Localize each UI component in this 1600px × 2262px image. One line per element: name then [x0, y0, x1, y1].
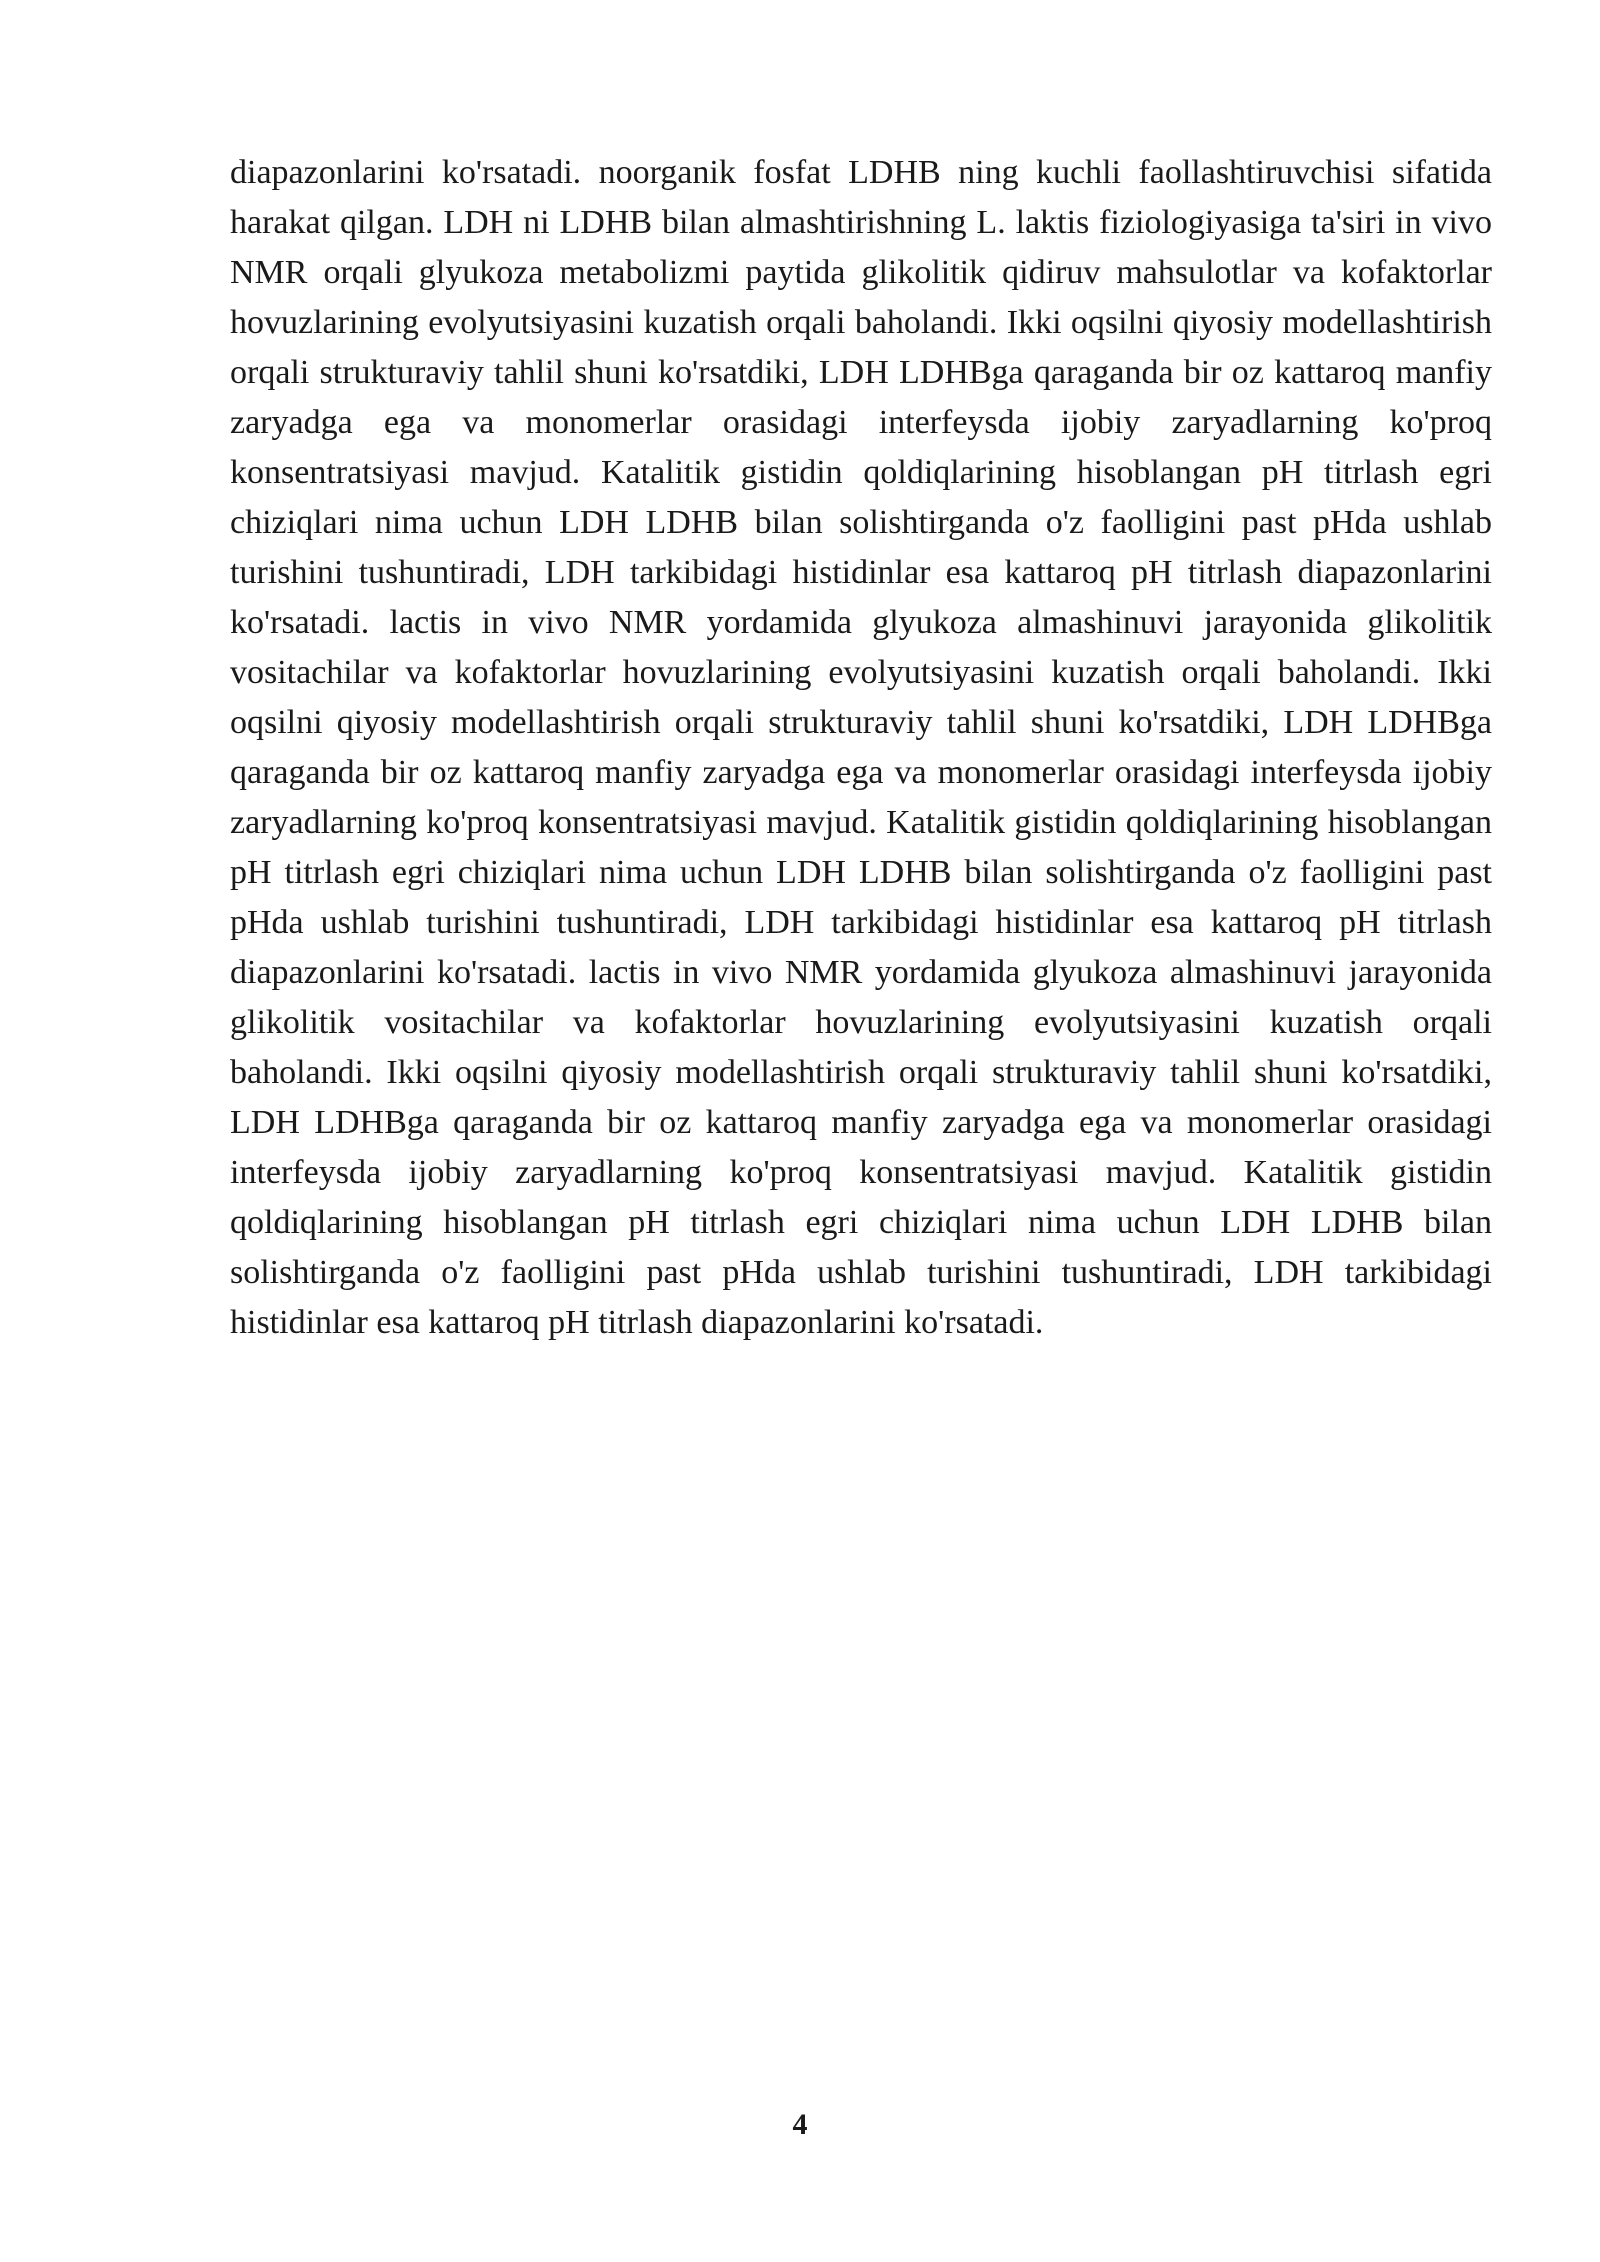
body-paragraph: diapazonlarini ko'rsatadi. noorganik fosfat LDHB ning kuchli faollashtiruvchisi sifatida harakat qilgan. LDH ni LDHB bilan almashtirishning L. laktis fiziologiyasiga ta'siri in vivo NMR orqali glyukoza metabolizmi paytida glikolitik qidiruv mahsulotlar va kofaktorlar hovuzlarining evolyutsiyasini kuzatish orqali baholandi. Ikki oqsilni qiyosiy modellashtirish orqali strukturaviy tahlil shuni ko'rsatdiki, LDH LDHBga qaraganda bir oz kattaroq manfiy zaryadga ega va monomerlar orasidagi interfeysda ijobiy zaryadlarning ko'proq konsentratsiyasi mavjud. Katalitik gistidin qoldiqlarining hisoblangan pH titrlash egri chiziqlari nima uchun LDH LDHB bilan solishtirganda o'z faolligini past pHda ushlab turishini tushuntiradi, LDH tarkibidagi histidinlar esa kattaroq pH titrlash diapazonlarini ko'rsatadi. lactis in vivo NMR yordamida glyukoza almashinuvi jarayonida glikolitik vositachilar va kofaktorlar hovuzlarining evolyutsiyasini kuzatish orqali baholandi. Ikki oqsilni qiyosiy modellashtirish orqali strukturaviy tahlil shuni ko'rsatdiki, LDH LDHBga qaraganda bir oz kattaroq manfiy zaryadga ega va monomerlar orasidagi interfeysda ijobiy zaryadlarning ko'proq konsentratsiyasi mavjud. Katalitik gistidin qoldiqlarining hisoblangan pH titrlash egri chiziqlari nima uchun LDH LDHB bilan solishtirganda o'z faolligini past pHda ushlab turishini tushuntiradi, LDH tarkibidagi histidinlar esa kattaroq pH titrlash diapazonlarini ko'rsatadi. lactis in vivo NMR yordamida glyukoza almashinuvi jarayonida glikolitik vositachilar va kofaktorlar hovuzlarining evolyutsiyasini kuzatish orqali baholandi. Ikki oqsilni qiyosiy modellashtirish orqali strukturaviy tahlil shuni ko'rsatdiki, LDH LDHBga qaraganda bir oz kattaroq manfiy zaryadga ega va monomerlar orasidagi interfeysda ijobiy zaryadlarning ko'proq konsentratsiyasi mavjud. Katalitik gistidin qoldiqlarining hisoblangan pH titrlash egri chiziqlari nima uchun LDH LDHB bilan solishtirganda o'z faolligini past pHda ushlab turishini tushuntiradi, LDH tarkibidagi histidinlar esa kattaroq pH titrlash diapazonlarini ko'rsatadi. [230, 154, 1492, 1341]
page-number: 4 [792, 2108, 808, 2141]
